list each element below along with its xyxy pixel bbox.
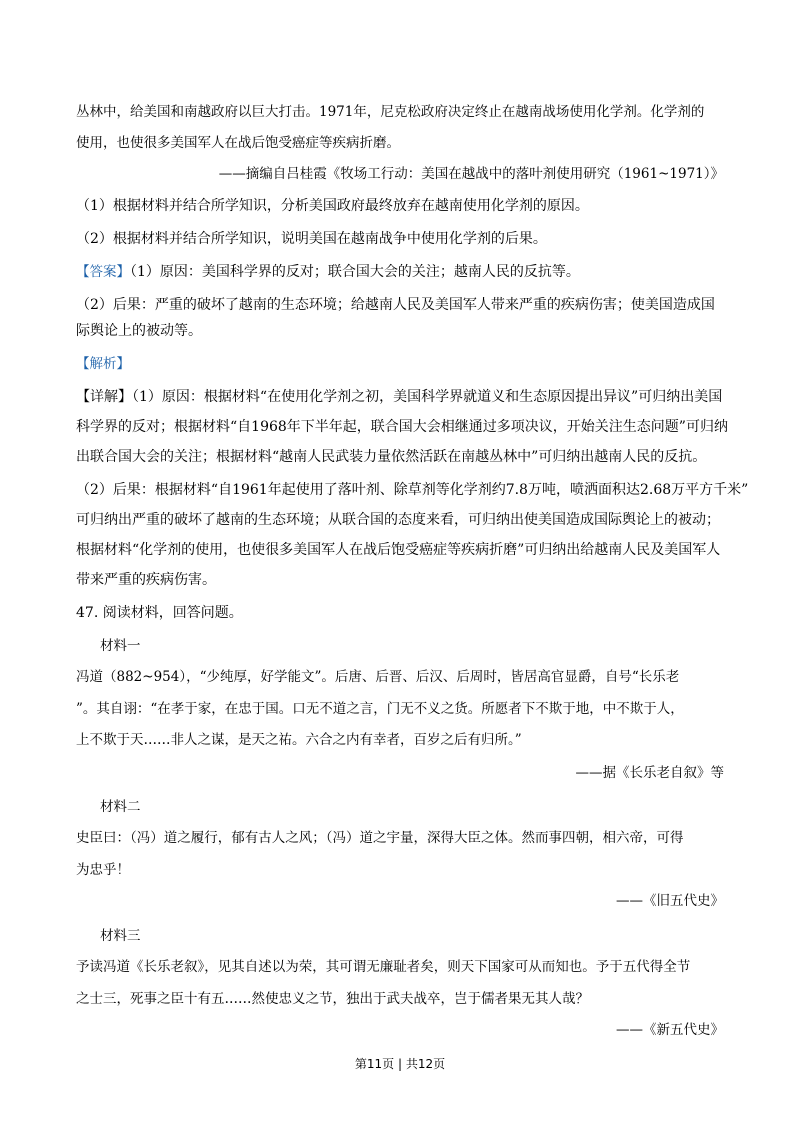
material-1-line-2: ”。其自诩：“在孝于家，在忠于国。口无不道之言，门无不义之货。所愿者下不欺于地，中不欺于人，: [76, 701, 684, 717]
detail-line-6: 根据材料“化学剂的使用，也使很多美国军人在战后饱受癌症等疾病折磨”可归纳出给越南人民及美国军人: [76, 542, 721, 558]
question-2: （2）根据材料并结合所学知识，说明美国在越南战争中使用化学剂的后果。: [76, 231, 547, 247]
detail-line-4: （2）后果：根据材料“自1961年起使用了落叶剂、除草剂等化学剂约7.8万吨，喷洒面积达2.68万平方千米”: [76, 482, 749, 498]
detail-line-5: 可归纳出严重的破坏了越南的生态环境；从联合国的态度来看，可归纳出使美国造成国际舆论上的被动；: [76, 512, 720, 528]
page-footer: 第11页 | 共12页: [354, 1057, 446, 1071]
material-2-source: ——《旧五代史》: [616, 893, 724, 909]
material-3-line-1: 予读冯道《长乐老叙》，见其自述以为荣，其可谓无廉耻者矣，则天下国家可从而知也。予于五代得全节: [76, 959, 691, 975]
detail-line-7: 带来严重的疾病伤害。: [76, 572, 216, 588]
material-3-line-2: 之士三，死事之臣十有五……然使忠义之节，独出于武夫战卒，岂于儒者果无其人哉？: [76, 991, 589, 1007]
answer-part-2-line-1: （2）后果：严重的破坏了越南的生态环境；给越南人民及美国军人带来严重的疾病伤害；使美国造成国: [76, 297, 715, 313]
answer-part-2-line-2: 际舆论上的被动等。: [76, 323, 202, 339]
material-2-line-2: 为忠乎！: [76, 862, 130, 878]
material-3-label: 材料三: [100, 928, 141, 944]
intro-citation: ——摘编自吕桂霞《牧场工行动：美国在越战中的落叶剂使用研究（1961~1971）》: [218, 166, 724, 182]
intro-line-2: 使用，也使很多美国军人在战后饱受癌症等疾病折磨。: [76, 135, 400, 151]
material-1-source: ——据《长乐老自叙》等: [575, 765, 724, 781]
intro-line-1: 丛林中，给美国和南越政府以巨大打击。1971年，尼克松政府决定终止在越南战场使用化学剂。化学剂的: [76, 104, 705, 120]
answer-part-1-text: （1）原因：美国科学界的反对；联合国大会的关注；越南人民的反抗等。: [130, 264, 580, 280]
question-1: （1）根据材料并结合所学知识，分析美国政府最终放弃在越南使用化学剂的原因。: [76, 198, 589, 214]
analysis-label: 【解析】: [76, 356, 130, 372]
detail-line-1: [76, 387, 722, 407]
answer-part-1: [76, 262, 580, 282]
detail-line-3: 出联合国大会的关注；根据材料“越南人民武装力量依然活跃在南越丛林中”可归纳出越南人民的反抗。: [76, 449, 707, 465]
material-1-line-3: 上不欺于天……非人之谋，是天之祐。六合之内有幸者，百岁之后有归所。”: [76, 732, 522, 748]
detail-label: 【详解】: [76, 389, 132, 405]
material-1-line-1: 冯道（882~954），“少纯厚，好学能文”。后唐、后晋、后汉、后周时，皆居高官显爵，自号“长乐老: [76, 669, 680, 685]
material-2-line-1: 史臣曰：（冯）道之履行，郁有古人之风；（冯）道之宇量，深得大臣之体。然而事四朝，相六帝，可得: [76, 830, 684, 846]
answer-label: 【答案】: [76, 264, 130, 280]
question-47-title: 47. 阅读材料，回答问题。: [76, 605, 243, 621]
material-3-source: ——《新五代史》: [616, 1022, 724, 1038]
detail-line-2: 科学界的反对；根据材料“自1968年下半年起，联合国大会相继通过多项决议，开始关注生态问题”可归纳: [76, 419, 728, 435]
detail-line-1-text: （1）原因：根据材料“在使用化学剂之初，美国科学界就道义和生态原因提出异议”可归纳出美国: [132, 389, 723, 405]
material-1-label: 材料一: [100, 638, 141, 654]
material-2-label: 材料二: [100, 799, 141, 815]
